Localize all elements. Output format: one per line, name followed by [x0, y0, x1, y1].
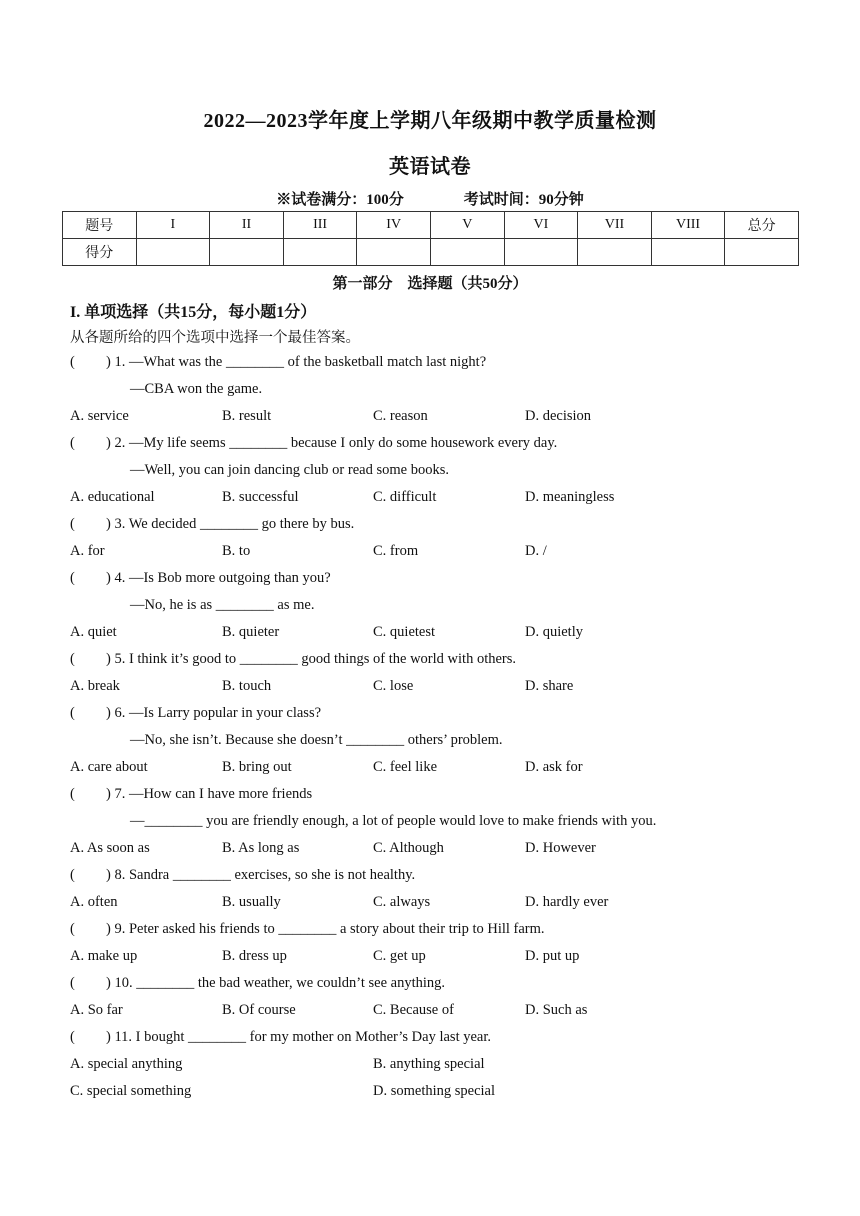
- question-text: ) 3. We decided ________ go there by bus.: [106, 516, 355, 532]
- question-stem: [70, 570, 331, 587]
- question-text: ) 2. —My life seems ________ because I only do some housework every day.: [106, 435, 558, 451]
- answer-blank[interactable]: (: [70, 975, 75, 991]
- score-blank[interactable]: [430, 239, 504, 266]
- score-cell: 得分: [63, 239, 137, 266]
- answer-option[interactable]: B. bring out: [222, 759, 292, 775]
- score-blank[interactable]: [357, 239, 431, 266]
- score-blank[interactable]: [651, 239, 725, 266]
- answer-option[interactable]: D. put up: [525, 948, 580, 964]
- part-title: 第一部分 选择题（共50分）: [332, 276, 528, 292]
- score-table: [62, 211, 799, 266]
- answer-option[interactable]: C. always: [373, 894, 431, 910]
- exam-title: 2022—2023学年度上学期八年级期中教学质量检测: [203, 110, 657, 132]
- answer-option[interactable]: A. As soon as: [70, 840, 150, 856]
- question-text: ) 9. Peter asked his friends to ________ a story about their trip to Hill farm.: [106, 921, 545, 937]
- exam-subtitle: 英语试卷: [389, 156, 471, 178]
- score-cell: IV: [357, 212, 431, 239]
- question-stem: [70, 435, 557, 452]
- question-text: ) 11. I bought ________ for my mother on Mother’s Day last year.: [106, 1029, 491, 1045]
- score-cell: 题号: [63, 212, 137, 239]
- score-blank[interactable]: [210, 239, 284, 266]
- question-text: ) 4. —Is Bob more outgoing than you?: [106, 570, 331, 586]
- question-text: ) 7. —How can I have more friends: [106, 786, 313, 802]
- score-blank[interactable]: [504, 239, 578, 266]
- score-table-header-row: [63, 212, 799, 239]
- exam-time: 考试时间：90分钟: [463, 192, 584, 208]
- answer-option[interactable]: B. result: [222, 408, 272, 424]
- answer-option[interactable]: B. Of course: [222, 1002, 296, 1018]
- answer-option[interactable]: A. So far: [70, 1002, 123, 1018]
- score-cell: VII: [578, 212, 652, 239]
- full-score: ※试卷满分：100分: [276, 192, 404, 208]
- answer-option[interactable]: B. As long as: [222, 840, 300, 856]
- answer-option[interactable]: A. for: [70, 543, 105, 559]
- answer-option[interactable]: C. Because of: [373, 1002, 454, 1018]
- question-stem: [70, 921, 545, 938]
- answer-blank[interactable]: (: [70, 705, 75, 721]
- answer-option[interactable]: C. difficult: [373, 489, 437, 505]
- question-stem: [70, 705, 321, 722]
- answer-option[interactable]: A. care about: [70, 759, 148, 775]
- answer-option[interactable]: B. anything special: [373, 1056, 485, 1072]
- score-cell: V: [430, 212, 504, 239]
- question-reply: —Well, you can join dancing club or read some books.: [130, 462, 449, 478]
- question-stem: [70, 1029, 491, 1046]
- question-stem: [70, 651, 516, 668]
- answer-option[interactable]: B. usually: [222, 894, 281, 910]
- answer-option[interactable]: B. successful: [222, 489, 299, 505]
- answer-option[interactable]: D. share: [525, 678, 574, 694]
- answer-option[interactable]: D. meaningless: [525, 489, 615, 505]
- score-blank[interactable]: [578, 239, 652, 266]
- question-stem: [70, 354, 486, 371]
- answer-option[interactable]: C. feel like: [373, 759, 438, 775]
- section-title: I. 单项选择（共15分，每小题1分）: [70, 304, 317, 321]
- question-stem: [70, 867, 415, 884]
- score-blank[interactable]: [283, 239, 357, 266]
- question-reply: —No, he is as ________ as me.: [130, 597, 315, 613]
- answer-option[interactable]: A. educational: [70, 489, 155, 505]
- question-text: ) 10. ________ the bad weather, we couldn’t see anything.: [106, 975, 446, 991]
- answer-option[interactable]: C. from: [373, 543, 419, 559]
- answer-blank[interactable]: (: [70, 786, 75, 802]
- answer-option[interactable]: C. quietest: [373, 624, 436, 640]
- answer-option[interactable]: B. quieter: [222, 624, 280, 640]
- answer-option[interactable]: B. to: [222, 543, 251, 559]
- answer-option[interactable]: D. hardly ever: [525, 894, 609, 910]
- answer-blank[interactable]: (: [70, 1029, 75, 1045]
- answer-option[interactable]: A. quiet: [70, 624, 117, 640]
- score-cell: 总分: [725, 212, 799, 239]
- answer-blank[interactable]: (: [70, 570, 75, 586]
- score-cell: III: [283, 212, 357, 239]
- answer-option[interactable]: C. reason: [373, 408, 428, 424]
- score-blank[interactable]: [725, 239, 799, 266]
- answer-option[interactable]: D. Such as: [525, 1002, 588, 1018]
- question-stem: [70, 786, 312, 803]
- answer-option[interactable]: A. make up: [70, 948, 138, 964]
- score-table-score-row: [63, 239, 799, 266]
- answer-option[interactable]: C. get up: [373, 948, 426, 964]
- answer-option[interactable]: D. /: [525, 543, 547, 559]
- question-text: ) 1. —What was the ________ of the basketball match last night?: [106, 354, 487, 370]
- score-cell: I: [136, 212, 210, 239]
- answer-option[interactable]: D. decision: [525, 408, 592, 424]
- answer-option[interactable]: D. However: [525, 840, 596, 856]
- answer-blank[interactable]: (: [70, 921, 75, 937]
- question-reply: —CBA won the game.: [130, 381, 263, 397]
- answer-option[interactable]: A. service: [70, 408, 129, 424]
- question-text: ) 5. I think it’s good to ________ good things of the world with others.: [106, 651, 517, 667]
- answer-option[interactable]: D. ask for: [525, 759, 583, 775]
- exam-meta: [0, 188, 860, 209]
- score-cell: VIII: [651, 212, 725, 239]
- answer-option[interactable]: A. special anything: [70, 1056, 183, 1072]
- section-instruction: 从各题所给的四个选项中选择一个最佳答案。: [70, 330, 360, 346]
- answer-blank[interactable]: (: [70, 651, 75, 667]
- answer-option[interactable]: A. often: [70, 894, 118, 910]
- question-reply: —No, she isn’t. Because she doesn’t ________ others’ problem.: [130, 732, 503, 748]
- answer-option[interactable]: A. break: [70, 678, 120, 694]
- question-reply: —________ you are friendly enough, a lot of people would love to make friends with you.: [130, 813, 657, 829]
- score-cell: II: [210, 212, 284, 239]
- question-stem: [70, 975, 445, 992]
- question-text: ) 6. —Is Larry popular in your class?: [106, 705, 322, 721]
- answer-option[interactable]: D. quietly: [525, 624, 583, 640]
- answer-option[interactable]: C. special something: [70, 1083, 192, 1099]
- answer-blank[interactable]: (: [70, 435, 75, 451]
- answer-option[interactable]: C. lose: [373, 678, 414, 694]
- answer-blank[interactable]: (: [70, 354, 75, 370]
- answer-option[interactable]: B. dress up: [222, 948, 287, 964]
- question-stem: [70, 516, 354, 533]
- question-text: ) 8. Sandra ________ exercises, so she is not healthy.: [106, 867, 416, 883]
- score-cell: VI: [504, 212, 578, 239]
- score-blank[interactable]: [136, 239, 210, 266]
- answer-blank[interactable]: (: [70, 516, 75, 532]
- answer-blank[interactable]: (: [70, 867, 75, 883]
- answer-option[interactable]: C. Although: [373, 840, 444, 856]
- answer-option[interactable]: B. touch: [222, 678, 272, 694]
- answer-option[interactable]: D. something special: [373, 1083, 496, 1099]
